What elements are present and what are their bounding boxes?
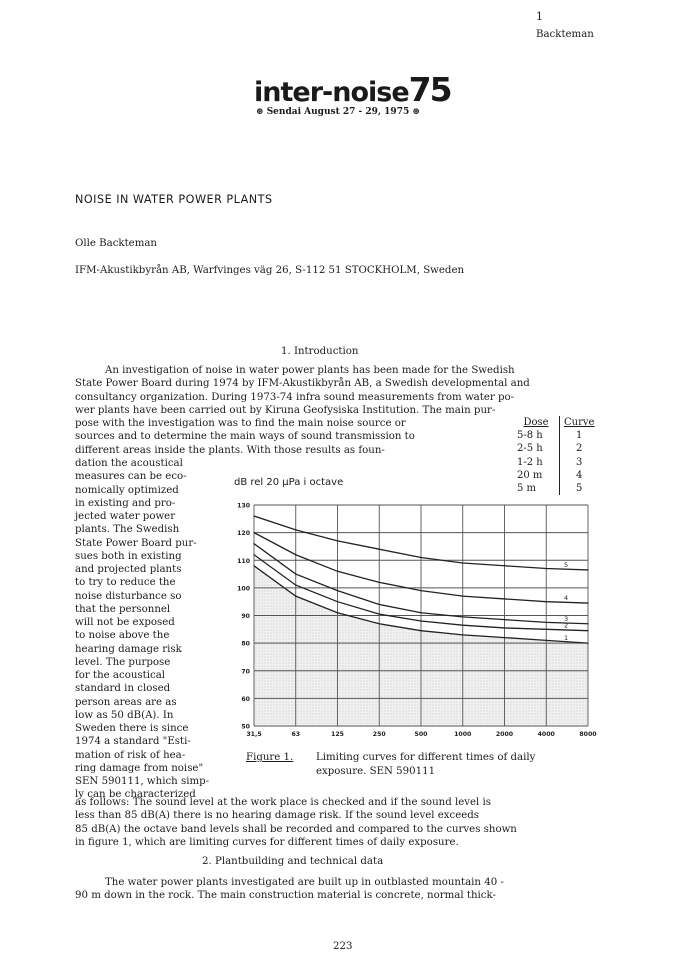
conference-logo [254,70,451,109]
noise-limit-chart [228,497,604,749]
text-line: for the acoustical [75,670,166,681]
page-number-bottom: 223 [333,941,353,952]
text-line: State Power Board pur- [75,537,197,549]
text-line: measures can be eco- [75,471,187,483]
dose-cell: 1-2 h [513,456,560,469]
y-tick-label: 50 [241,723,250,731]
y-tick-label: 100 [237,585,250,593]
text-line: consultancy organization. During 1973-74 infra sound measurements from water po- [75,391,515,403]
data-point [587,630,588,631]
page-number-top: 1 [536,10,543,23]
intro-paragraph-after [75,796,598,849]
table-header-curve: Curve [564,417,595,428]
text-line: wer plants have been carried out by Kiruna Geofysiska Institution. The main pur- [75,404,496,416]
data-point [546,601,547,602]
text-line: pose with the investigation was to find the main noise source or [75,418,406,429]
x-tick-label: 125 [331,731,344,738]
y-tick-label: 70 [241,668,250,676]
x-tick-label: 250 [372,731,386,738]
table-row [513,482,598,495]
data-point [295,596,296,597]
data-point [379,604,380,605]
data-point [587,643,588,644]
figure-caption-line-2: exposure. SEN 590111 [316,766,436,777]
data-point [337,590,338,591]
data-point [462,562,463,563]
data-point [295,585,296,586]
y-tick-label: 80 [241,640,250,648]
text-line: sues both in existing [75,550,182,562]
curve-cell: 4 [576,469,583,481]
text-line: ly can be characterized [75,789,196,801]
data-point [420,620,421,621]
table-header-dose: Dose [513,416,560,429]
y-tick-label: 60 [241,695,250,703]
table-row [513,442,598,455]
text-line: dation the acoustical [75,458,183,469]
text-line: as follows: The sound level at the work place is checked and if the sound level is [75,797,492,808]
data-point [504,637,505,638]
curve-cell: 2 [576,443,583,455]
seal-icon: ⊛ [256,107,264,117]
text-line: 85 dB(A) the octave band levels shall be recorded and compared to the curves shown [75,823,517,835]
logo-text: inter-noise [254,77,409,108]
data-point [337,540,338,541]
section-heading-introduction: 1. Introduction [281,346,359,357]
data-point [253,543,254,544]
x-tick-label: 1000 [454,731,472,738]
data-point [253,532,254,533]
text-line: 90 m down in the rock. The main construction material is concrete, normal thick- [75,890,496,902]
text-line: Sweden there is since [75,723,189,734]
data-point [253,515,254,516]
data-point [546,568,547,569]
text-line: less than 85 dB(A) there is no hearing damage risk. If the sound level exceeds [75,810,480,822]
table-row [513,469,598,482]
paper-affiliation: IFM-Akustikbyrån AB, Warfvinges väg 26, S-112 51 STOCKHOLM, Sweden [75,265,465,276]
x-tick-label: 2000 [495,731,514,738]
data-point [546,640,547,641]
logo-number: 75 [408,70,451,109]
data-point [253,554,254,555]
x-tick-label: 500 [414,731,428,738]
text-line: and projected plants [75,564,182,575]
dose-cell: 5-8 h [513,429,560,442]
text-line: in figure 1, which are limiting curves for different times of daily exposure. [75,836,459,848]
data-point [379,549,380,550]
dose-cell: 5 m [513,482,560,495]
data-point [504,619,505,620]
text-line: SEN 590111, which simp- [75,776,210,787]
data-point [504,565,505,566]
y-tick-label: 120 [237,530,250,538]
curve-label: 4 [564,594,569,603]
text-line: hearing damage risk [75,643,182,655]
text-line: low as 50 dB(A). In [75,709,174,721]
data-point [546,629,547,630]
text-line: in existing and pro- [75,497,176,509]
text-line: jected water power [75,511,176,522]
x-tick-label: 31,5 [246,731,262,738]
data-point [420,612,421,613]
logo-subtitle-text: Sendai August 27 - 29, 1975 [266,107,410,117]
curve-cell: 5 [576,483,583,495]
data-point [295,554,296,555]
data-point [504,627,505,628]
curve-cell: 1 [576,430,583,442]
text-line: standard in closed [75,683,171,695]
table-row [513,429,598,442]
section-heading-plantbuilding: 2. Plantbuilding and technical data [202,856,384,867]
data-point [587,623,588,624]
y-tick-label: 90 [241,613,250,620]
figure-caption-line-1: Limiting curves for different times of daily [316,752,536,763]
data-point [504,598,505,599]
figure-caption-label: Figure 1. [246,752,294,763]
text-line: to try to reduce the [75,577,176,589]
text-line: An investigation of noise in water power plants has been made for the Swedish [105,365,515,376]
intro-paragraph-narrow [75,457,225,802]
curve-label: 3 [564,614,569,623]
text-line: The water power plants investigated are built up in outblasted mountain 40 - [105,877,504,888]
data-point [587,602,588,603]
text-line: mation of risk of hea- [75,749,186,761]
data-point [420,557,421,558]
data-point [337,571,338,572]
text-line: nomically optimized [75,484,179,496]
x-tick-label: 8000 [579,731,597,738]
text-line: to noise above the [75,630,170,642]
data-point [337,601,338,602]
data-point [295,573,296,574]
data-point [462,596,463,597]
running-header-author: Backteman [536,29,594,40]
text-line: plants. The Swedish [75,524,180,536]
seal-icon: ⊛ [412,107,420,117]
text-line: noise disturbance so [75,590,182,602]
text-line: different areas inside the plants. With those results as foun- [75,444,385,456]
curve-label: 5 [564,560,569,569]
text-line: sources and to determine the main ways of sound transmission to [75,431,415,443]
x-tick-label: 63 [291,731,301,738]
y-tick-label: 130 [237,502,250,510]
data-point [546,622,547,623]
curve-label: 1 [564,634,569,643]
dose-cell: 2-5 h [513,442,560,455]
curve-label: 2 [564,621,569,630]
data-point [379,623,380,624]
curve-cell: 3 [576,456,583,468]
paper-title: NOISE IN WATER POWER PLANTS [75,193,273,206]
data-point [379,614,380,615]
x-tick-label: 4000 [537,731,555,738]
data-point [379,582,380,583]
text-line: 1974 a standard "Esti- [75,736,191,748]
paper-author: Olle Backteman [75,238,157,249]
text-line: that the personnel [75,603,171,615]
data-point [420,630,421,631]
data-point [462,625,463,626]
dose-curve-table [513,416,598,495]
text-line: will not be exposed [75,617,175,628]
data-point [295,529,296,530]
data-point [253,565,254,566]
intro-paragraph-full [75,364,598,417]
table-row [513,456,598,469]
data-point [462,634,463,635]
text-line: level. The purpose [75,656,171,668]
data-point [462,616,463,617]
data-point [337,612,338,613]
chart-y-axis-label: dB rel 20 µPa i octave [234,477,344,488]
section2-paragraph [75,876,598,903]
text-line: State Power Board during 1974 by IFM-Akustikbyrån AB, a Swedish developmental and [75,378,530,390]
logo-subtitle [256,107,420,117]
intro-paragraph-mid [75,417,495,457]
data-point [420,590,421,591]
text-line: ring damage from noise" [75,762,204,774]
y-tick-label: 110 [237,557,250,565]
text-line: person areas are as [75,696,177,708]
data-point [587,569,588,570]
dose-cell: 20 m [513,469,560,482]
